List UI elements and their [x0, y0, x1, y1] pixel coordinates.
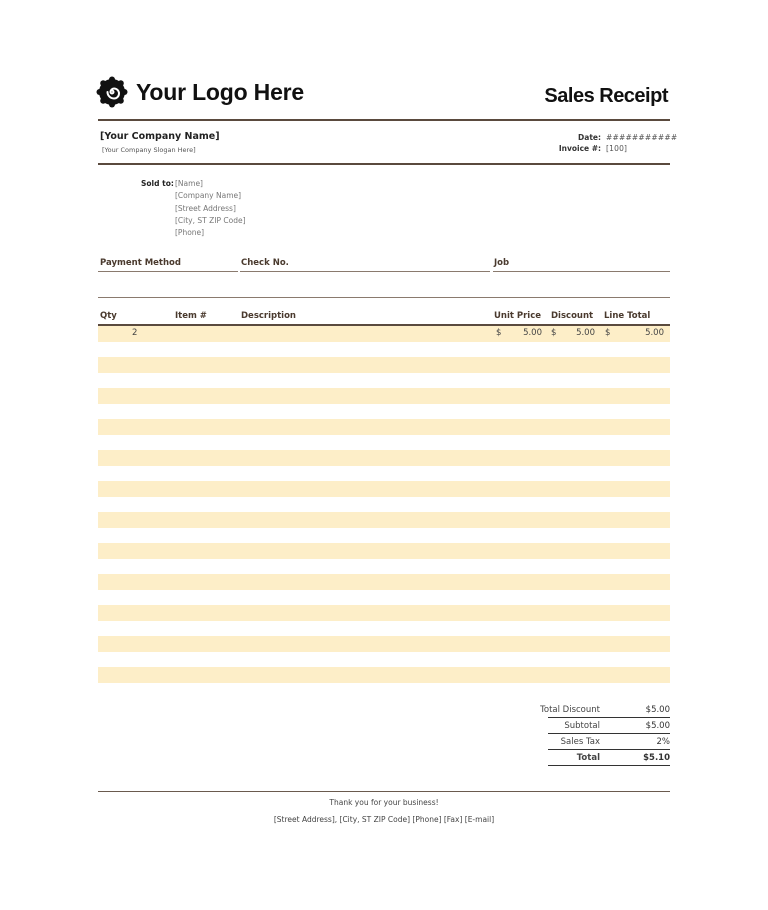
totals-block — [520, 702, 670, 766]
table-row[interactable] — [98, 590, 670, 606]
spiral-badge-icon — [96, 76, 128, 108]
table-row[interactable] — [98, 636, 670, 652]
table-row[interactable] — [98, 512, 670, 528]
logo — [96, 76, 304, 108]
payment-values-row[interactable] — [98, 282, 670, 296]
table-row[interactable] — [98, 450, 670, 466]
footer-contact: [Street Address], [City, ST ZIP Code] [Phone] [Fax] [E-mail] — [273, 815, 495, 824]
invoice-label: Invoice #: — [558, 144, 601, 153]
table-row[interactable] — [98, 404, 670, 420]
sold-to-address — [175, 178, 246, 239]
table-row[interactable] — [98, 373, 670, 389]
subtotal-label: Subtotal — [564, 721, 600, 731]
document-title: Sales Receipt — [544, 85, 668, 107]
table-row[interactable] — [98, 388, 670, 404]
col-description: Description — [241, 311, 296, 321]
table-row[interactable] — [98, 543, 670, 559]
table-row[interactable] — [98, 574, 670, 590]
sales-tax-row — [520, 734, 670, 750]
company-name: [Your Company Name] — [100, 131, 220, 142]
total-value: $5.10 — [643, 753, 670, 763]
subtotal-value: $5.00 — [645, 721, 670, 731]
table-row[interactable] — [98, 683, 670, 699]
thank-you-message: Thank you for your business! — [329, 798, 439, 807]
discount-currency: $ — [551, 328, 557, 338]
job-label: Job — [494, 258, 510, 268]
table-row[interactable] — [98, 435, 670, 451]
meta-divider — [98, 163, 670, 165]
date-label: Date: — [578, 133, 601, 142]
footer-divider — [98, 791, 670, 792]
date-value: ########### — [606, 133, 678, 142]
col-item: Item # — [175, 311, 207, 321]
unit-price-currency: $ — [496, 328, 502, 338]
table-row[interactable] — [98, 466, 670, 482]
total-discount-row — [520, 702, 670, 718]
logo-text: Your Logo Here — [136, 78, 305, 105]
sold-to-phone: [Phone] — [175, 228, 205, 238]
table-row[interactable] — [98, 621, 670, 637]
receipt-meta — [558, 132, 678, 154]
line-items — [98, 326, 670, 698]
col-qty: Qty — [100, 311, 117, 321]
header-divider — [98, 119, 670, 121]
table-row[interactable] — [98, 357, 670, 373]
table-row[interactable] — [98, 667, 670, 683]
sold-to-city: [City, ST ZIP Code] — [175, 215, 246, 225]
total-discount-value: $5.00 — [645, 705, 670, 715]
total-label: Total — [576, 753, 600, 763]
payment-values-underline — [98, 297, 670, 298]
line-total-currency: $ — [605, 328, 611, 338]
discount-cell: 5.00 — [576, 328, 595, 338]
sales-tax-label: Sales Tax — [560, 737, 600, 747]
table-row[interactable] — [98, 605, 670, 621]
job-underline — [493, 271, 670, 272]
check-no-underline — [240, 271, 490, 272]
col-discount: Discount — [551, 311, 594, 321]
line-total-cell: 5.00 — [645, 328, 664, 338]
total-discount-label: Total Discount — [540, 705, 600, 715]
qty-cell: 2 — [132, 328, 138, 338]
col-unit-price: Unit Price — [494, 311, 542, 321]
table-row[interactable] — [98, 342, 670, 358]
sold-to-label: Sold to: — [141, 179, 174, 188]
subtotal-row — [520, 718, 670, 734]
table-row[interactable] — [98, 559, 670, 575]
unit-price-cell: 5.00 — [523, 328, 542, 338]
col-line-total: Line Total — [604, 311, 651, 321]
table-row[interactable] — [98, 326, 670, 342]
table-row[interactable] — [98, 528, 670, 544]
divider — [548, 765, 670, 766]
total-row — [520, 750, 670, 766]
sold-to-name: [Name] — [175, 179, 203, 188]
table-row[interactable] — [98, 481, 670, 497]
payment-method-underline — [98, 271, 238, 272]
invoice-value: [100] — [606, 144, 628, 153]
sold-to-street: [Street Address] — [175, 203, 236, 213]
payment-method-label: Payment Method — [100, 258, 181, 268]
company-slogan: [Your Company Slogan Here] — [102, 146, 196, 154]
table-row[interactable] — [98, 419, 670, 435]
table-row[interactable] — [98, 497, 670, 513]
sold-to-company: [Company Name] — [175, 191, 242, 201]
sales-tax-value: 2% — [656, 737, 670, 747]
check-no-label: Check No. — [241, 258, 289, 268]
table-row[interactable] — [98, 652, 670, 668]
